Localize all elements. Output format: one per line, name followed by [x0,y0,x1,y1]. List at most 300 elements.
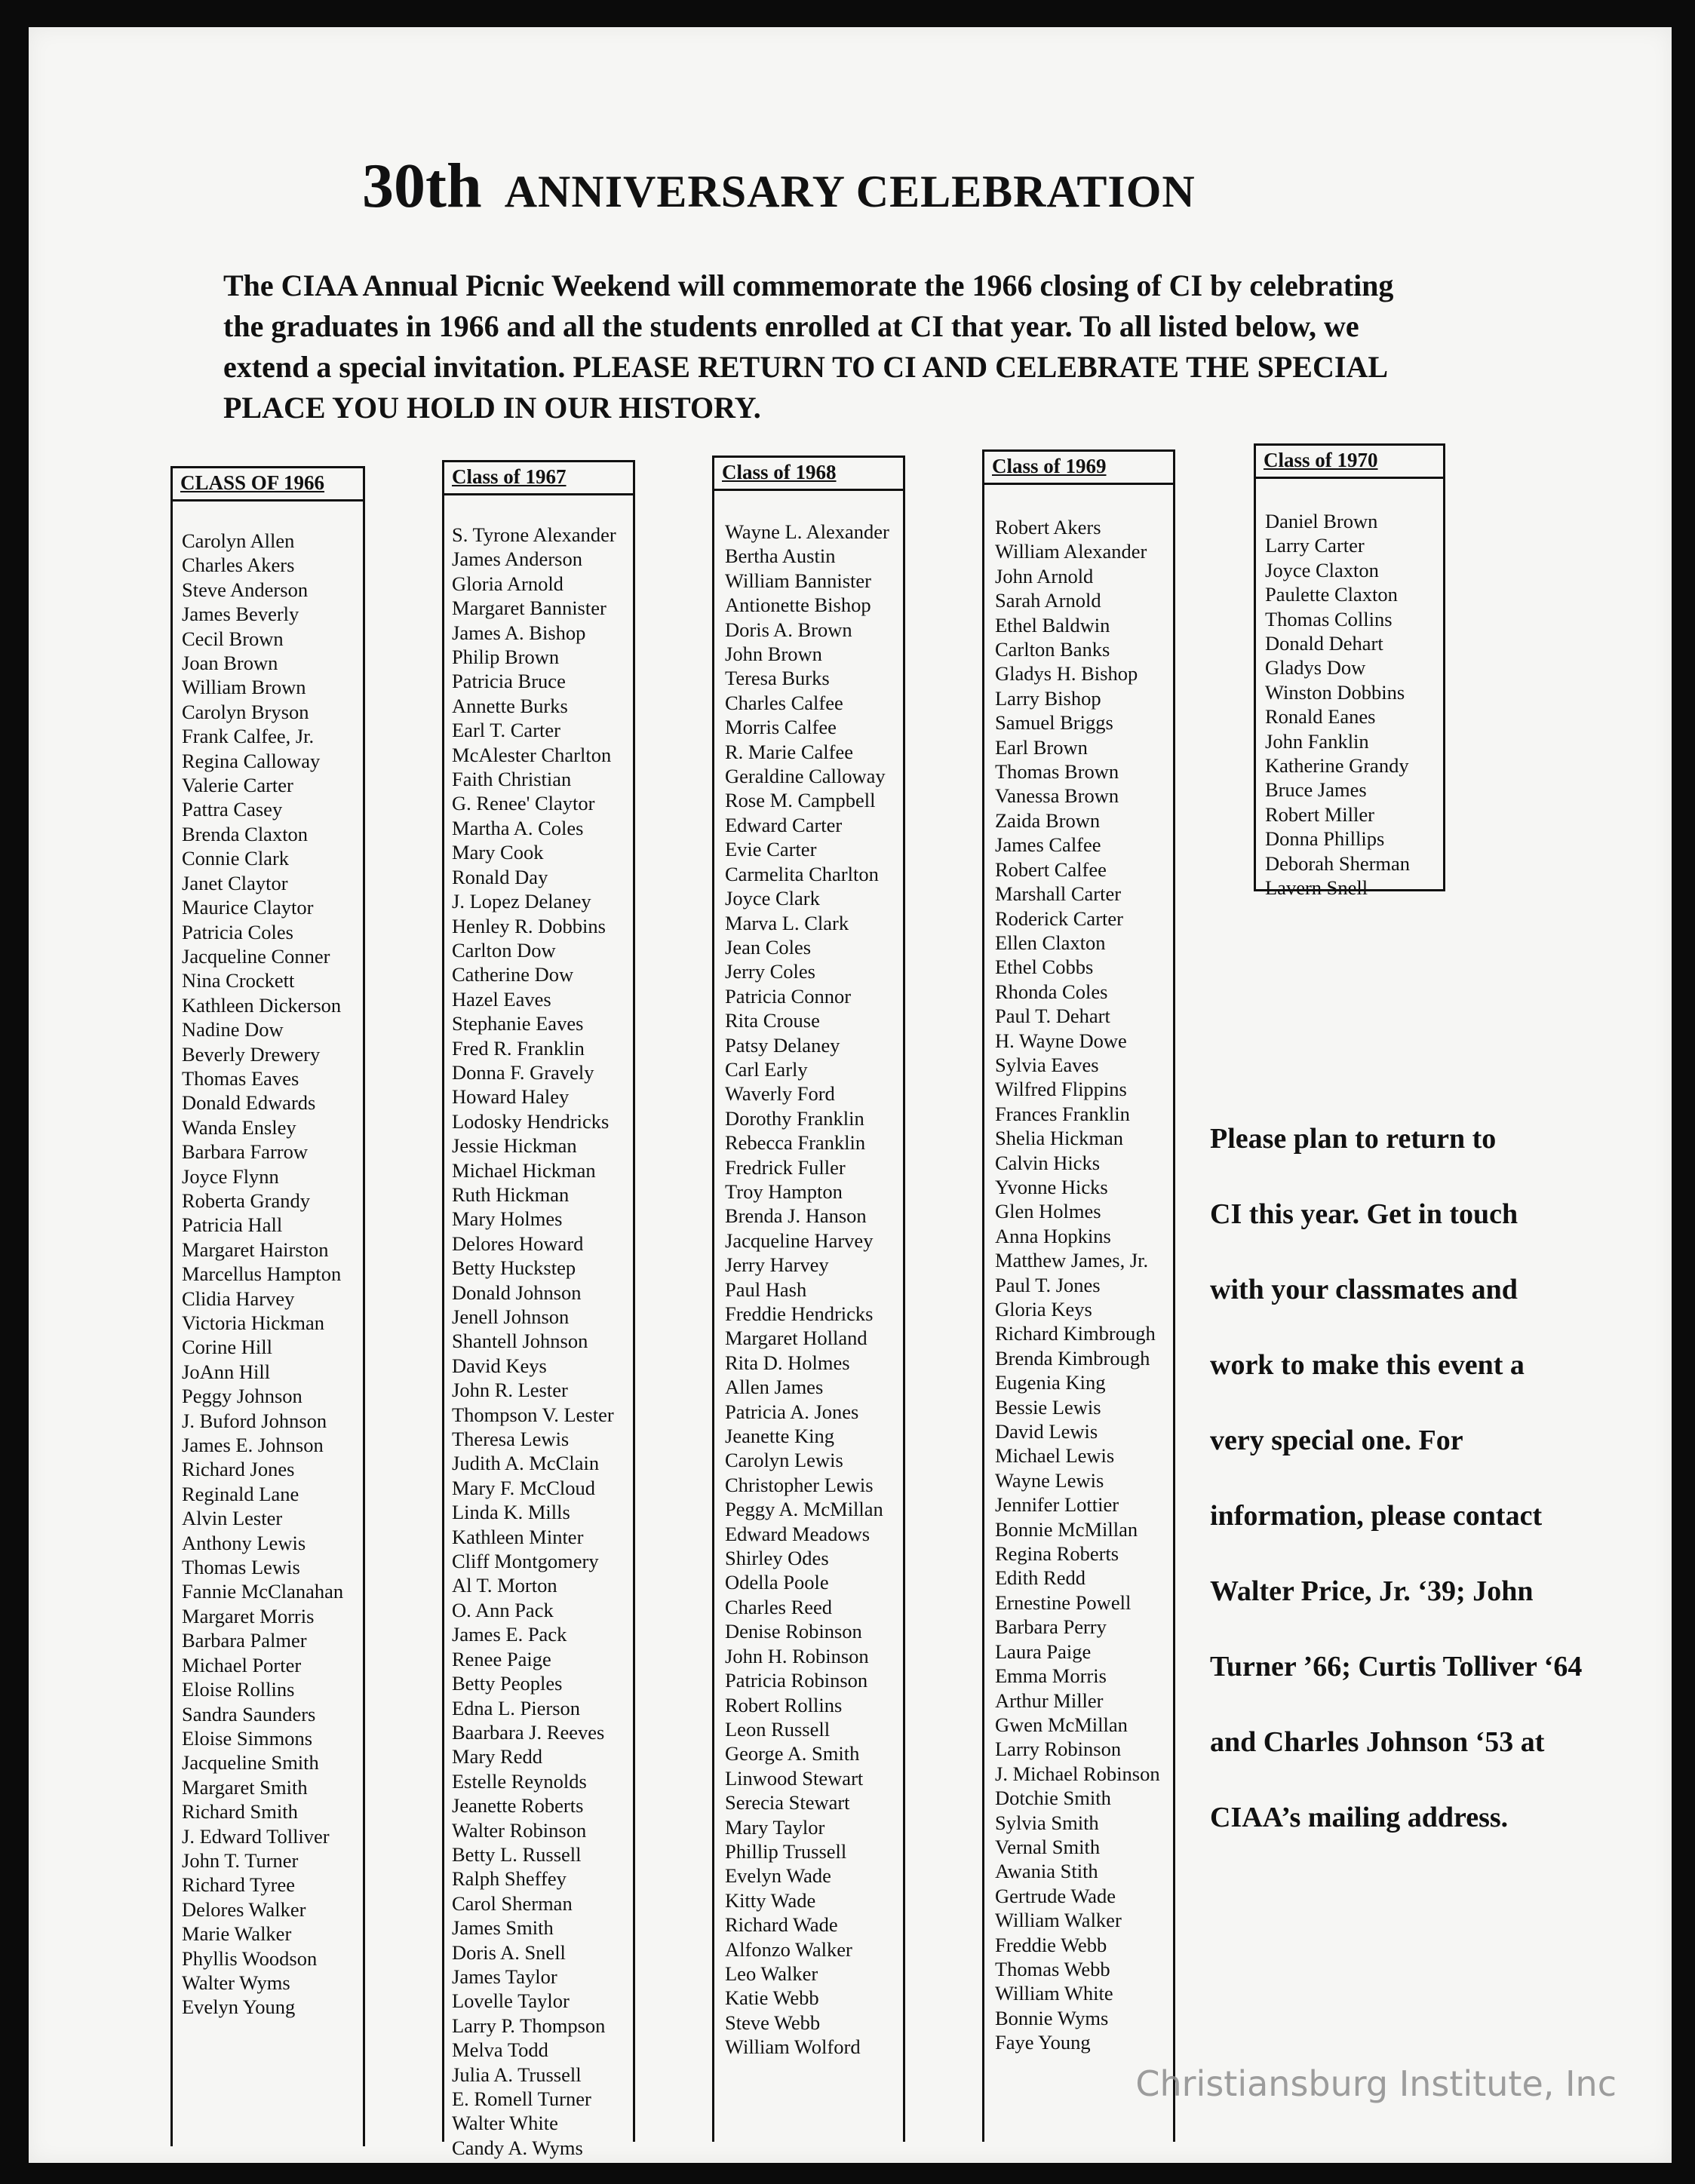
student-name: Denise Robinson [725,1620,862,1643]
student-name: Carl Early [725,1057,808,1081]
student-name: Eugenia King [995,1371,1106,1394]
student-name: Ethel Baldwin [995,613,1110,636]
student-name: Teresa Burks [725,667,830,690]
student-name: Henley R. Dobbins [452,914,606,937]
watermark: Christiansburg Institute, Inc [1135,2063,1617,2104]
student-name: Edna L. Pierson [452,1696,581,1719]
student-name: Doris A. Brown [725,618,852,641]
student-name: Earl Brown [995,735,1088,759]
student-name: Yvonne Hicks [995,1175,1108,1198]
student-name: Victoria Hickman [182,1311,324,1334]
student-name: Bruce James [1265,778,1367,802]
student-name: Ronald Day [452,865,548,888]
class-column-1968 [712,456,905,2142]
student-name: Michael Hickman [452,1158,596,1182]
student-name: Allen James [725,1376,824,1399]
student-name: Antionette Bishop [725,594,871,617]
student-name: Gloria Arnold [452,572,563,595]
student-name: Theresa Lewis [452,1428,570,1451]
intro-paragraph: The CIAA Annual Picnic Weekend will commemorate the 1966 closing of CI by celebrating the graduates in 1966 and all the students enrolled at CI that year. To all listed below, we extend a special invitation. PLEASE RETURN TO CI AND CELEBRATE THE SPECIAL PLACE YOU HOLD IN OUR HISTORY. [223,268,1394,425]
student-name: Marva L. Clark [725,911,849,934]
student-name: Beverly Drewery [182,1042,321,1066]
student-name: Fannie McClanahan [182,1580,344,1603]
student-name: Paul T. Jones [995,1273,1101,1296]
name-list [444,495,633,2160]
student-name: Barbara Perry [995,1615,1107,1639]
student-name: Edward Carter [725,813,843,836]
student-name: Ellen Claxton [995,931,1106,954]
student-name: Arthur Miller [995,1689,1104,1712]
student-name: Thomas Collins [1265,607,1393,630]
student-name: Edward Meadows [725,1522,871,1545]
student-name: Jeanette King [725,1425,834,1448]
note-line: Turner ’66; Curtis Tolliver ‘64 [1210,1651,1583,1682]
student-name: O. Ann Pack [452,1598,554,1621]
student-name: James Taylor [452,1965,557,1988]
student-name: Leo Walker [725,1962,818,1985]
student-name: Candy A. Wyms [452,2136,583,2159]
name-list [984,485,1173,2055]
student-name: Corine Hill [182,1336,272,1359]
student-name: Philip Brown [452,646,560,669]
student-name: Linwood Stewart [725,1766,864,1790]
student-name: George A. Smith [725,1742,860,1765]
student-name: Paul Hash [725,1278,807,1301]
student-name: Robert Calfee [995,857,1107,881]
student-name: Winston Dobbins [1265,680,1405,704]
student-name: James E. Johnson [182,1434,324,1457]
class-column-1967 [442,460,635,2159]
student-name: J. Lopez Delaney [452,890,591,913]
student-name: Delores Howard [452,1232,584,1255]
student-name: Jerry Coles [725,960,815,983]
student-name: Patricia A. Jones [725,1400,859,1423]
student-name: Patricia Coles [182,920,293,943]
student-name: Wanda Ensley [182,1115,296,1139]
student-name: Jacqueline Smith [182,1751,319,1774]
student-name: Michael Lewis [995,1444,1115,1468]
student-name: Rita Crouse [725,1009,820,1032]
student-name: James Calfee [995,833,1101,857]
student-name: Jennifer Lottier [995,1493,1119,1517]
student-name: Dorothy Franklin [725,1106,864,1130]
student-name: John R. Lester [452,1379,568,1402]
student-name: Charles Reed [725,1595,833,1618]
student-name: Odella Poole [725,1571,829,1594]
class-heading: Class of 1968 [712,456,905,491]
student-name: Delores Walker [182,1897,306,1921]
student-name: Larry Robinson [995,1738,1122,1761]
student-name: Paulette Claxton [1265,583,1398,606]
note-line: information, please contact [1210,1500,1543,1532]
contact-note [1210,1101,1663,1855]
student-name: Connie Clark [182,847,290,870]
student-name: Richard Tyree [182,1873,295,1897]
student-name: Ronald Eanes [1265,705,1376,729]
student-name: John Fanklin [1265,729,1369,753]
student-name: Deborah Sherman [1265,851,1411,875]
student-name: Rhonda Coles [995,980,1108,1003]
student-name: Patricia Bruce [452,670,566,693]
student-name: G. Renee' Claytor [452,792,595,815]
student-name: Jacqueline Conner [182,944,330,968]
student-name: Judith A. McClain [452,1452,600,1475]
student-name: Evelyn Young [182,1995,296,2019]
student-name: Laura Paige [995,1640,1092,1663]
student-name: S. Tyrone Alexander [452,523,616,546]
student-name: McAlester Charlton [452,743,612,766]
student-name: Frank Calfee, Jr. [182,725,315,748]
student-name: Samuel Briggs [995,711,1113,735]
student-name: Pattra Casey [182,798,283,821]
student-name: Michael Porter [182,1653,302,1676]
student-name: Jeanette Roberts [452,1794,584,1817]
student-name: Carlton Dow [452,938,556,962]
student-name: David Keys [452,1354,547,1377]
student-name: Charles Calfee [725,691,843,714]
student-name: Eloise Simmons [182,1726,313,1750]
student-name: Larry Bishop [995,686,1101,710]
student-name: Earl T. Carter [452,719,560,742]
student-name: Vernal Smith [995,1835,1101,1858]
student-name: Lodosky Hendricks [452,1109,610,1133]
page-title [362,149,1196,222]
student-name: Brenda Kimbrough [995,1346,1150,1370]
student-name: Jessie Hickman [452,1134,577,1158]
student-name: Carolyn Allen [182,529,295,552]
name-list [714,491,903,2060]
student-name: Thompson V. Lester [452,1403,614,1426]
student-name: Donald Johnson [452,1281,582,1304]
student-name: Sarah Arnold [995,589,1101,612]
student-name: Gloria Keys [995,1298,1092,1321]
student-name: Shirley Odes [725,1547,829,1570]
student-name: Waverly Ford [725,1082,835,1106]
student-name: Faith Christian [452,768,572,791]
student-name: William White [995,1982,1113,2005]
note-line: very special one. For [1210,1425,1463,1456]
student-name: Carmelita Charlton [725,862,879,885]
student-name: Vanessa Brown [995,784,1119,808]
student-name: John T. Turner [182,1848,299,1872]
student-name: Margaret Bannister [452,597,606,620]
student-name: H. Wayne Dowe [995,1029,1127,1052]
student-name: Mary Holmes [452,1207,563,1231]
student-name: Daniel Brown [1265,510,1378,532]
student-name: Thomas Webb [995,1957,1110,1980]
student-name: Thomas Lewis [182,1556,300,1579]
note-line: and Charles Johnson ‘53 at [1210,1726,1545,1758]
student-name: Roberta Grandy [182,1189,310,1212]
student-name: James Smith [452,1916,554,1940]
student-name: Patricia Hall [182,1213,283,1237]
student-name: Carol Sherman [452,1891,573,1915]
student-name: William Alexander [995,540,1147,563]
student-name: Julia A. Trussell [452,2063,582,2086]
student-name: Sylvia Eaves [995,1053,1099,1076]
student-name: Leon Russell [725,1717,831,1741]
student-name: Nadine Dow [182,1018,284,1041]
student-name: Paul T. Dehart [995,1005,1110,1028]
student-name: Larry P. Thompson [452,2014,606,2037]
student-name: Ernestine Powell [995,1590,1132,1614]
student-name: Cliff Montgomery [452,1550,599,1573]
student-name: Serecia Stewart [725,1791,850,1814]
student-name: Gwen McMillan [995,1713,1128,1736]
student-name: Wayne Lewis [995,1468,1104,1492]
student-name: Katherine Grandy [1265,754,1409,778]
student-name: Evie Carter [725,838,817,861]
student-name: Mary F. McCloud [452,1476,596,1499]
student-name: Charles Akers [182,554,295,577]
student-name: Frances Franklin [995,1102,1130,1125]
student-name: Bessie Lewis [995,1395,1101,1419]
student-name: Edith Redd [995,1566,1085,1590]
student-name: Donna Phillips [1265,827,1385,851]
student-name: Carlton Banks [995,638,1110,661]
student-name: Margaret Holland [725,1327,867,1350]
student-name: Roderick Carter [995,906,1123,930]
student-name: Stephanie Eaves [452,1012,584,1035]
class-heading: Class of 1967 [442,460,635,495]
student-name: Walter Robinson [452,1818,587,1842]
note-line: CI this year. Get in touch [1210,1198,1518,1230]
student-name: Marshall Carter [995,882,1122,906]
student-name: Regina Calloway [182,749,321,772]
student-name: James A. Bishop [452,621,586,644]
title-text: ANNIVERSARY CELEBRATION [504,167,1196,216]
student-name: Joan Brown [182,652,278,675]
student-name: Estelle Reynolds [452,1769,587,1793]
student-name: Jacqueline Harvey [725,1228,874,1252]
student-name: Betty Huckstep [452,1256,576,1280]
student-name: Annette Burks [452,694,568,717]
student-name: Richard Kimbrough [995,1322,1156,1345]
student-name: Freddie Hendricks [725,1302,874,1325]
student-name: Lovelle Taylor [452,1989,570,2013]
student-name: Sylvia Smith [995,1811,1099,1834]
student-name: Joyce Flynn [182,1164,279,1188]
student-name: Hazel Eaves [452,987,551,1011]
note-line: CIAA’s mailing address. [1210,1802,1509,1833]
student-name: James Anderson [452,548,582,571]
student-name: Melva Todd [452,2038,548,2062]
student-name: Rebecca Franklin [725,1131,866,1155]
student-name: Troy Hampton [725,1179,843,1203]
student-name: Matthew James, Jr. [995,1249,1149,1272]
student-name: Maurice Claytor [182,896,314,919]
student-name: Emma Morris [995,1664,1107,1688]
name-list [1256,479,1443,900]
student-name: Fred R. Franklin [452,1036,585,1060]
student-name: Geraldine Calloway [725,765,886,788]
class-heading: Class of 1969 [982,449,1175,485]
student-name: Kathleen Dickerson [182,993,342,1017]
student-name: William Brown [182,676,306,699]
student-name: J. Edward Tolliver [182,1824,330,1848]
student-name: Margaret Hairston [182,1238,329,1261]
student-name: Marcellus Hampton [182,1262,342,1286]
student-name: Morris Calfee [725,716,837,739]
student-name: John Brown [725,643,822,666]
student-name: Phillip Trussell [725,1839,847,1863]
student-name: Wayne L. Alexander [725,520,889,543]
student-name: Gladys Dow [1265,656,1366,679]
student-name: Valerie Carter [182,774,293,797]
student-name: J. Buford Johnson [182,1409,327,1432]
class-column-1966 [170,466,365,2146]
student-name: Jerry Harvey [725,1253,829,1277]
student-name: Lavern Snell [1265,876,1368,900]
student-name: Donald Dehart [1265,632,1383,655]
student-name: Linda K. Mills [452,1501,570,1524]
note-line: Please plan to return to [1210,1123,1497,1155]
student-name: Dotchie Smith [995,1787,1111,1810]
student-name: Betty Peoples [452,1672,563,1695]
student-name: Faye Young [995,2031,1091,2054]
student-name: David Lewis [995,1420,1098,1443]
note-line: work to make this event a [1210,1349,1525,1381]
student-name: Brenda J. Hanson [725,1204,867,1228]
student-name: Freddie Webb [995,1933,1107,1956]
student-name: Gladys H. Bishop [995,662,1138,686]
class-column-1970 [1254,443,1445,900]
student-name: Catherine Dow [452,963,574,986]
student-name: Patsy Delaney [725,1033,840,1057]
student-name: Margaret Morris [182,1604,315,1627]
student-name: Peggy Johnson [182,1385,302,1408]
student-name: Sandra Saunders [182,1702,316,1725]
student-name: Rose M. Campbell [725,789,876,812]
class-heading: CLASS OF 1966 [170,466,365,502]
student-name: E. Romell Turner [452,2087,591,2110]
student-name: Thomas Brown [995,760,1119,784]
student-name: Alvin Lester [182,1507,283,1530]
student-name: Marie Walker [182,1922,292,1946]
student-name: Carolyn Lewis [725,1449,843,1472]
student-name: William Wolford [725,2035,861,2059]
student-name: Larry Carter [1265,534,1365,557]
student-name: William Bannister [725,569,871,592]
student-name: James E. Pack [452,1623,567,1646]
student-name: Regina Roberts [995,1542,1119,1566]
note-line: Walter Price, Jr. ‘39; John [1210,1575,1534,1607]
student-name: Richard Wade [725,1913,838,1937]
student-name: Howard Haley [452,1085,570,1109]
student-name: Joyce Clark [725,887,820,910]
student-name: Awania Stith [995,1860,1098,1883]
student-name: Kitty Wade [725,1888,816,1912]
student-name: William Walker [995,1909,1122,1932]
student-name: Evelyn Wade [725,1864,831,1888]
student-name: Richard Jones [182,1458,295,1481]
student-name: James Beverly [182,603,299,626]
student-name: Phyllis Woodson [182,1946,318,1970]
student-name: Mary Taylor [725,1815,825,1839]
student-name: Ralph Sheffey [452,1867,567,1891]
student-name: Renee Paige [452,1647,551,1670]
student-name: Clidia Harvey [182,1287,295,1310]
class-column-1969 [982,449,1175,2142]
student-name: Anthony Lewis [182,1531,306,1554]
student-name: Doris A. Snell [452,1940,566,1964]
student-name: Robert Rollins [725,1693,843,1716]
student-name: Bertha Austin [725,544,836,568]
student-name: Baarbara J. Reeves [452,1720,605,1744]
note-line: with your classmates and [1210,1274,1518,1305]
student-name: Donna F. Gravely [452,1060,594,1084]
student-name: Fredrick Fuller [725,1155,846,1179]
student-name: Mary Cook [452,841,544,864]
student-name: Ethel Cobbs [995,956,1094,979]
student-name: Katie Webb [725,1986,819,2010]
student-name: Mary Redd [452,1745,542,1768]
student-name: Nina Crockett [182,969,295,992]
student-name: Steve Webb [725,2011,821,2034]
student-name: Wilfred Flippins [995,1078,1127,1101]
student-name: Walter Wyms [182,1971,290,1994]
student-name: Walter White [452,2112,558,2135]
name-list [173,502,363,2020]
student-name: Brenda Claxton [182,822,309,845]
student-name: Barbara Farrow [182,1140,309,1164]
student-name: J. Michael Robinson [995,1762,1160,1785]
student-name: Cecil Brown [182,627,284,650]
student-name: Janet Claytor [182,871,288,894]
student-name: Thomas Eaves [182,1066,299,1090]
student-name: Glen Holmes [995,1200,1101,1223]
student-name: Margaret Smith [182,1775,308,1799]
student-name: Jenell Johnson [452,1305,570,1328]
student-name: Al T. Morton [452,1574,557,1597]
student-name: Jean Coles [725,935,812,959]
student-name: Gertrude Wade [995,1884,1116,1907]
student-name: Anna Hopkins [995,1224,1111,1247]
student-name: Carolyn Bryson [182,700,309,723]
student-name: Peggy A. McMillan [725,1498,883,1521]
student-name: Robert Akers [995,516,1101,538]
student-name: Joyce Claxton [1265,558,1379,581]
student-name: Rita D. Holmes [725,1351,850,1374]
student-name: Patricia Connor [725,984,852,1008]
student-name: Richard Smith [182,1800,298,1824]
student-name: Robert Miller [1265,802,1374,826]
student-name: Alfonzo Walker [725,1937,852,1961]
student-name: Patricia Robinson [725,1669,868,1692]
student-name: Donald Edwards [182,1091,316,1115]
student-name: Calvin Hicks [995,1151,1101,1174]
student-name: Bonnie McMillan [995,1517,1138,1541]
student-name: Shelia Hickman [995,1127,1123,1150]
student-name: JoAnn Hill [182,1360,271,1383]
student-name: Zaida Brown [995,808,1101,832]
student-name: Ruth Hickman [452,1182,570,1206]
student-name: Bonnie Wyms [995,2006,1109,2029]
student-name: Eloise Rollins [182,1678,295,1701]
student-name: Kathleen Minter [452,1525,584,1548]
student-name: John Arnold [995,564,1094,587]
student-name: R. Marie Calfee [725,740,853,763]
student-name: Martha A. Coles [452,816,584,839]
student-name: Betty L. Russell [452,1842,582,1866]
student-name: Reginald Lane [182,1482,299,1505]
title-number: 30th [362,151,482,221]
class-heading: Class of 1970 [1254,443,1445,479]
student-name: Steve Anderson [182,578,309,601]
student-name: Barbara Palmer [182,1629,307,1652]
student-name: John H. Robinson [725,1644,869,1667]
student-name: Christopher Lewis [725,1473,874,1496]
